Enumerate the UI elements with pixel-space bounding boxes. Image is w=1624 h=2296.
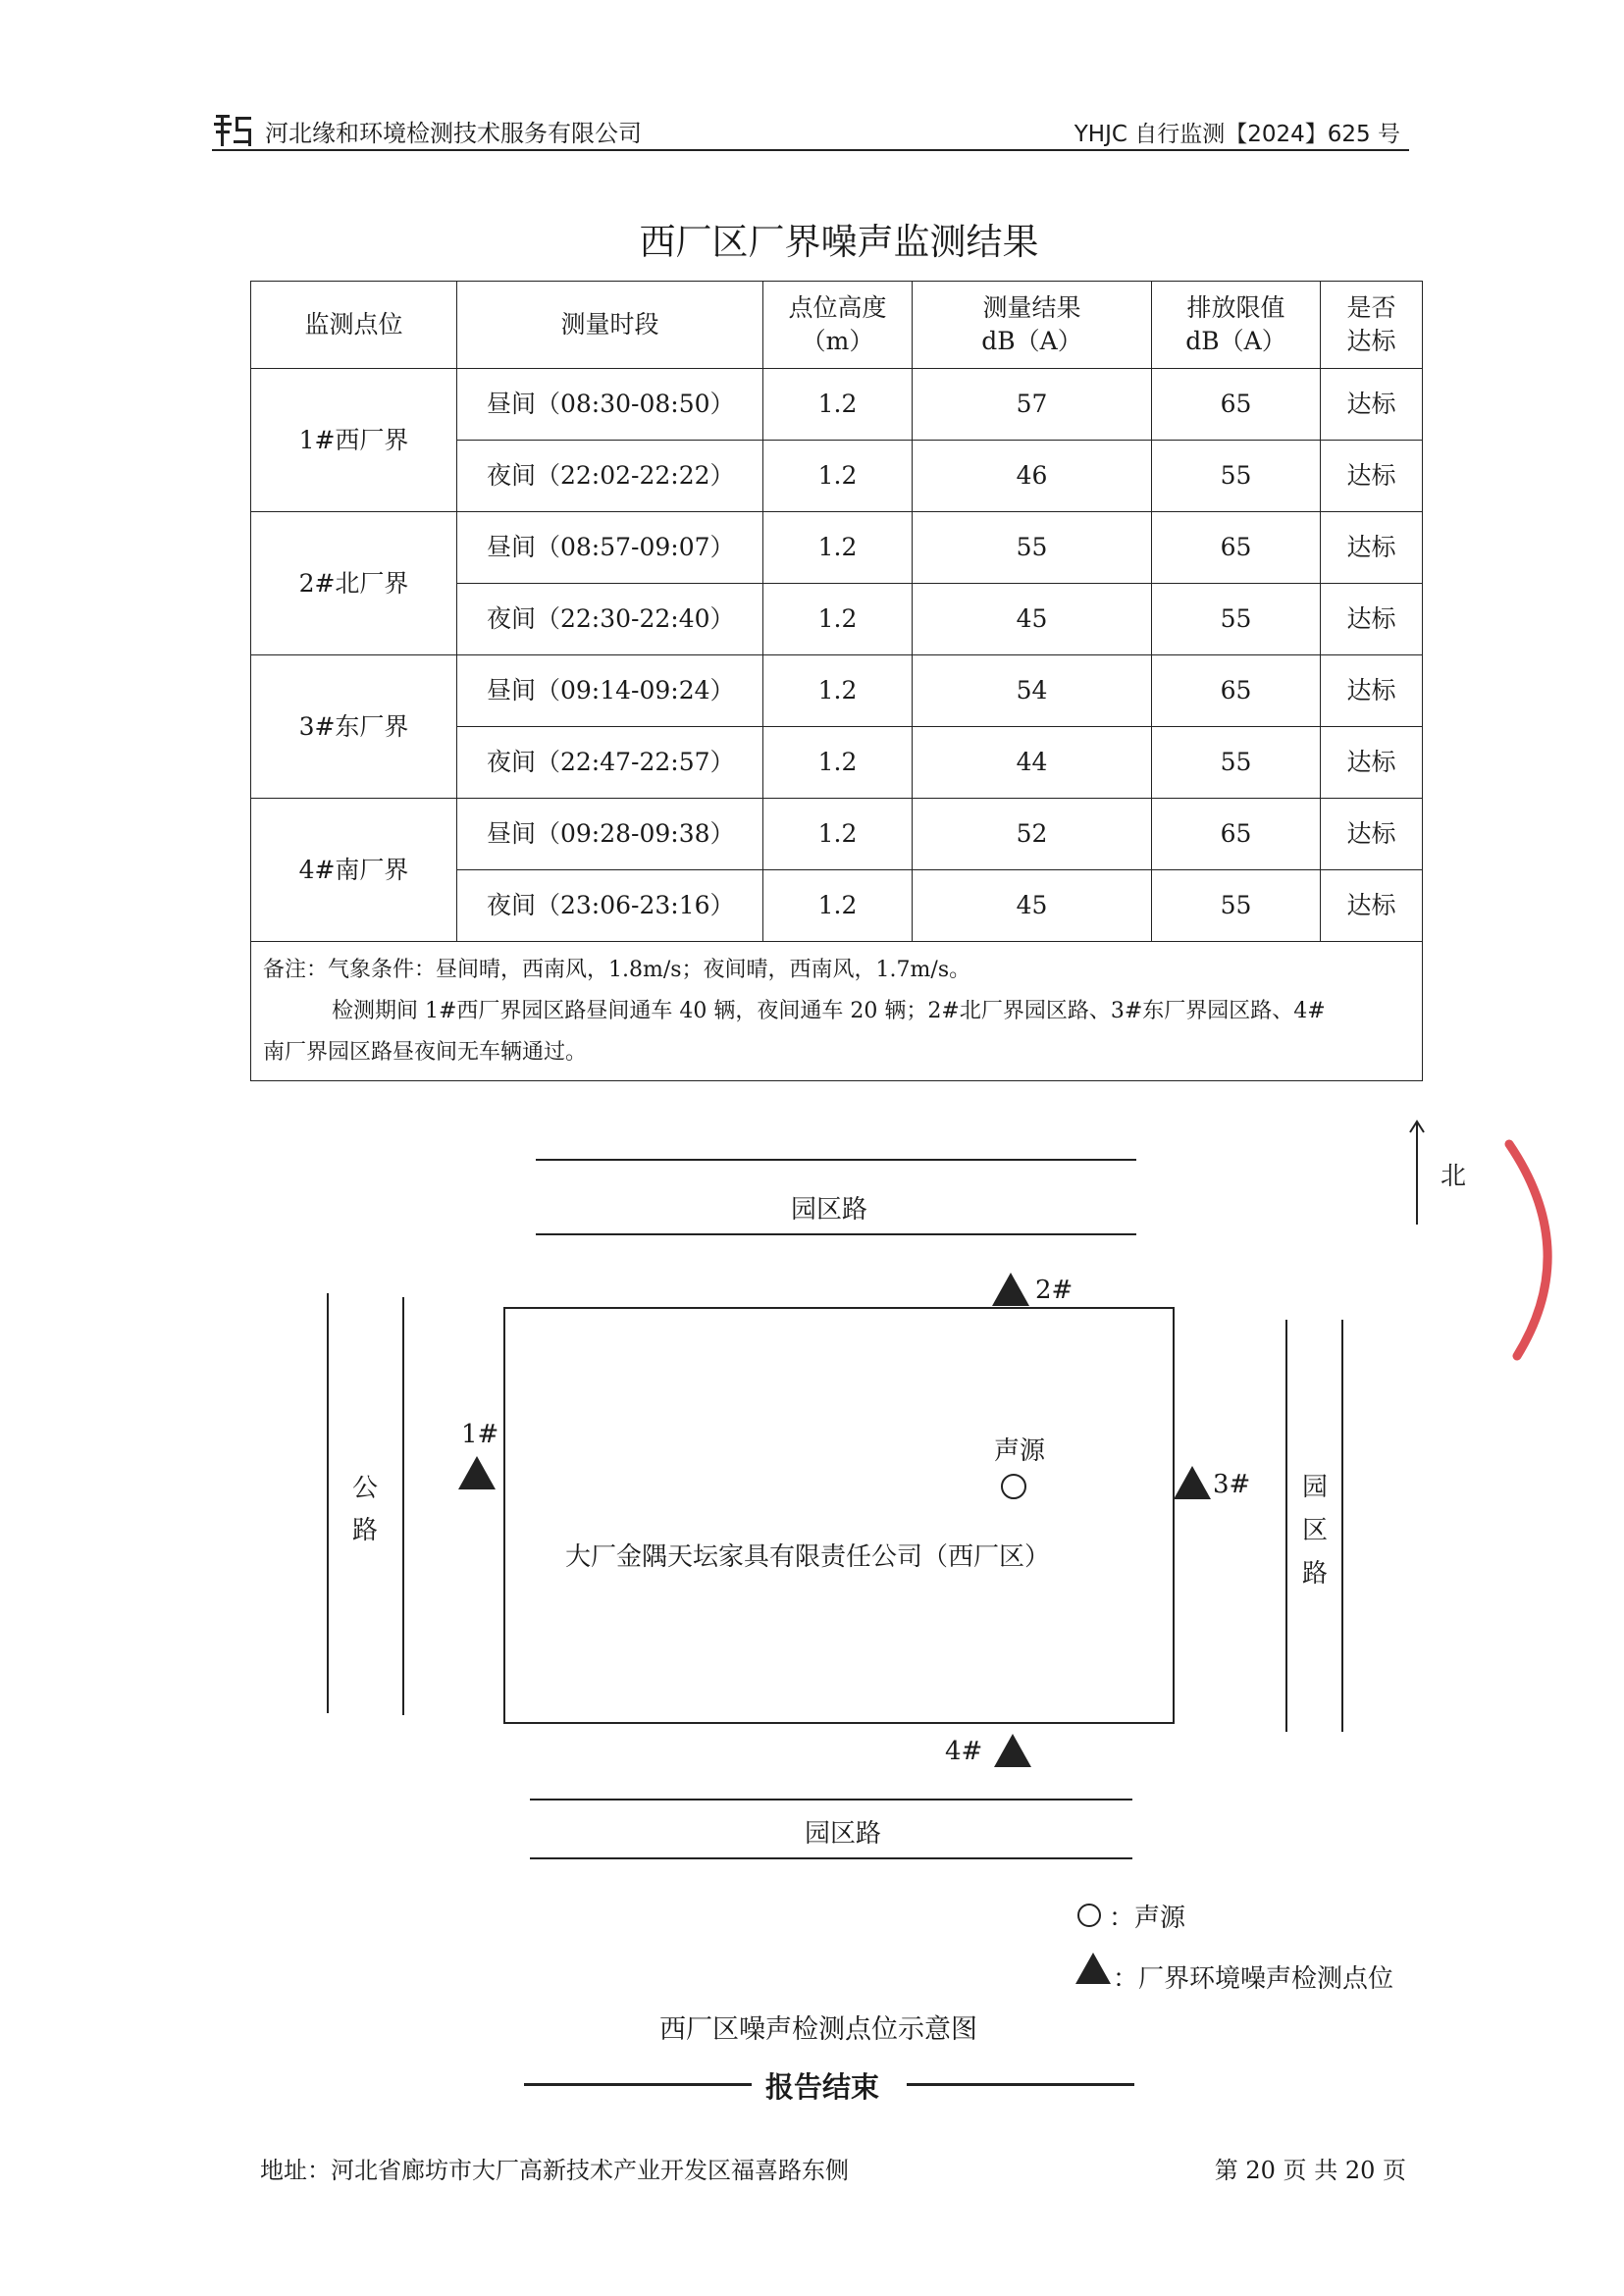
col-header-period: 测量时段	[457, 282, 763, 369]
north-road-label: 园区路	[791, 1195, 868, 1225]
period-cell: 夜间（22:47-22:57）	[457, 727, 763, 799]
north-road-edge	[536, 1159, 1136, 1161]
legend-sound-source-label: ：声源	[1109, 1904, 1186, 1933]
period-cell: 昼间（08:57-09:07）	[457, 512, 763, 584]
comply-cell: 达标	[1321, 727, 1423, 799]
result-cell: 55	[913, 512, 1152, 584]
point-cell: 1#西厂界	[251, 369, 457, 512]
comply-cell: 达标	[1321, 870, 1423, 942]
legend-monitoring-point-label: ：厂界环境噪声检测点位	[1113, 1964, 1394, 1994]
remark-cell	[251, 942, 1423, 1081]
result-cell: 54	[913, 655, 1152, 727]
east-road-edge	[1341, 1320, 1343, 1732]
height-cell: 1.2	[763, 369, 913, 441]
period-cell: 夜间（22:30-22:40）	[457, 584, 763, 655]
comply-cell: 达标	[1321, 584, 1423, 655]
height-cell: 1.2	[763, 870, 913, 942]
comply-cell: 达标	[1321, 441, 1423, 512]
col-header-point: 监测点位	[251, 282, 457, 369]
limit-cell: 55	[1152, 441, 1321, 512]
factory-boundary	[503, 1307, 1175, 1724]
north-label: 北	[1441, 1162, 1467, 1191]
north-road-edge	[536, 1233, 1136, 1235]
point-cell: 2#北厂界	[251, 512, 457, 655]
result-cell: 44	[913, 727, 1152, 799]
monitoring-point-3-label: 3#	[1213, 1470, 1251, 1499]
table-row	[251, 369, 1423, 441]
east-road-edge	[1285, 1320, 1287, 1732]
monitoring-point-1-label: 1#	[461, 1420, 499, 1449]
page-title: 西厂区厂界噪声监测结果	[639, 221, 1039, 263]
result-cell: 57	[913, 369, 1152, 441]
height-cell: 1.2	[763, 584, 913, 655]
sound-source-label: 声源	[994, 1436, 1046, 1466]
col-header-comply: 是否 达标	[1321, 282, 1423, 369]
col-header-result: 测量结果 dB（A）	[913, 282, 1152, 369]
diagram-caption: 西厂区噪声检测点位示意图	[659, 2014, 977, 2045]
monitoring-point-2-label: 2#	[1035, 1276, 1074, 1305]
factory-name: 大厂金隅天坛家具有限责任公司（西厂区）	[565, 1542, 1051, 1572]
monitoring-point-4-label: 4#	[945, 1737, 983, 1766]
height-cell: 1.2	[763, 727, 913, 799]
monitoring-point-1-triangle-icon	[458, 1456, 496, 1489]
limit-cell: 65	[1152, 369, 1321, 441]
comply-cell: 达标	[1321, 655, 1423, 727]
south-road-label: 园区路	[805, 1819, 882, 1849]
period-cell: 夜间（23:06-23:16）	[457, 870, 763, 942]
limit-cell: 55	[1152, 584, 1321, 655]
table-row	[251, 799, 1423, 870]
footer-address: 地址：河北省廊坊市大厂高新技术产业开发区福喜路东侧	[260, 2157, 849, 2184]
south-road-edge	[530, 1857, 1132, 1859]
comply-cell: 达标	[1321, 512, 1423, 584]
legend-sound-source-icon	[1077, 1904, 1101, 1927]
west-road-label: 公路	[351, 1474, 378, 1545]
result-cell: 52	[913, 799, 1152, 870]
company-logo-icon	[212, 111, 255, 150]
sound-source-circle-icon	[1001, 1474, 1026, 1499]
period-cell: 夜间（22:02-22:22）	[457, 441, 763, 512]
limit-cell: 65	[1152, 512, 1321, 584]
footer-page-number: 第 20 页 共 20 页	[1214, 2157, 1406, 2184]
limit-cell: 65	[1152, 799, 1321, 870]
legend-monitoring-point-icon	[1075, 1953, 1111, 1984]
north-arrow-icon	[1405, 1119, 1429, 1226]
period-cell: 昼间（08:30-08:50）	[457, 369, 763, 441]
table-header-row	[251, 282, 1423, 369]
red-seal-stamp-icon	[1501, 1138, 1570, 1364]
limit-cell: 55	[1152, 727, 1321, 799]
west-road-edge	[402, 1297, 404, 1715]
monitoring-point-3-triangle-icon	[1174, 1466, 1211, 1499]
south-road-edge	[530, 1799, 1132, 1800]
header-document-number: YHJC 自行监测【2024】625 号	[1074, 122, 1400, 147]
header-divider	[212, 149, 1409, 151]
monitoring-point-2-triangle-icon	[992, 1273, 1029, 1306]
result-cell: 45	[913, 870, 1152, 942]
limit-cell: 55	[1152, 870, 1321, 942]
monitoring-point-4-triangle-icon	[994, 1734, 1031, 1767]
limit-cell: 65	[1152, 655, 1321, 727]
table-row	[251, 655, 1423, 727]
end-rule-right	[907, 2083, 1134, 2086]
east-road-label: 园区路	[1301, 1473, 1328, 1589]
height-cell: 1.2	[763, 512, 913, 584]
col-header-height: 点位高度 （m）	[763, 282, 913, 369]
remark-line: 南厂界园区路昼夜间无车辆通过。	[263, 1039, 588, 1065]
point-cell: 4#南厂界	[251, 799, 457, 942]
period-cell: 昼间（09:28-09:38）	[457, 799, 763, 870]
remark-line: 检测期间 1#西厂界园区路昼间通车 40 辆，夜间通车 20 辆；2#北厂界园区路、3#东厂界园区路、4#	[332, 998, 1326, 1023]
height-cell: 1.2	[763, 655, 913, 727]
end-rule-left	[524, 2083, 752, 2086]
remark-row	[251, 942, 1423, 1081]
point-cell: 3#东厂界	[251, 655, 457, 799]
noise-results-table	[250, 281, 1423, 1081]
result-cell: 46	[913, 441, 1152, 512]
comply-cell: 达标	[1321, 799, 1423, 870]
result-cell: 45	[913, 584, 1152, 655]
header-company-name: 河北缘和环境检测技术服务有限公司	[265, 120, 642, 147]
comply-cell: 达标	[1321, 369, 1423, 441]
height-cell: 1.2	[763, 441, 913, 512]
west-road-edge	[327, 1293, 329, 1713]
period-cell: 昼间（09:14-09:24）	[457, 655, 763, 727]
col-header-limit: 排放限值 dB（A）	[1152, 282, 1321, 369]
remark-line: 备注：气象条件：昼间晴，西南风，1.8m/s；夜间晴，西南风，1.7m/s。	[263, 958, 971, 982]
height-cell: 1.2	[763, 799, 913, 870]
table-row	[251, 512, 1423, 584]
report-end-text: 报告结束	[765, 2070, 880, 2104]
